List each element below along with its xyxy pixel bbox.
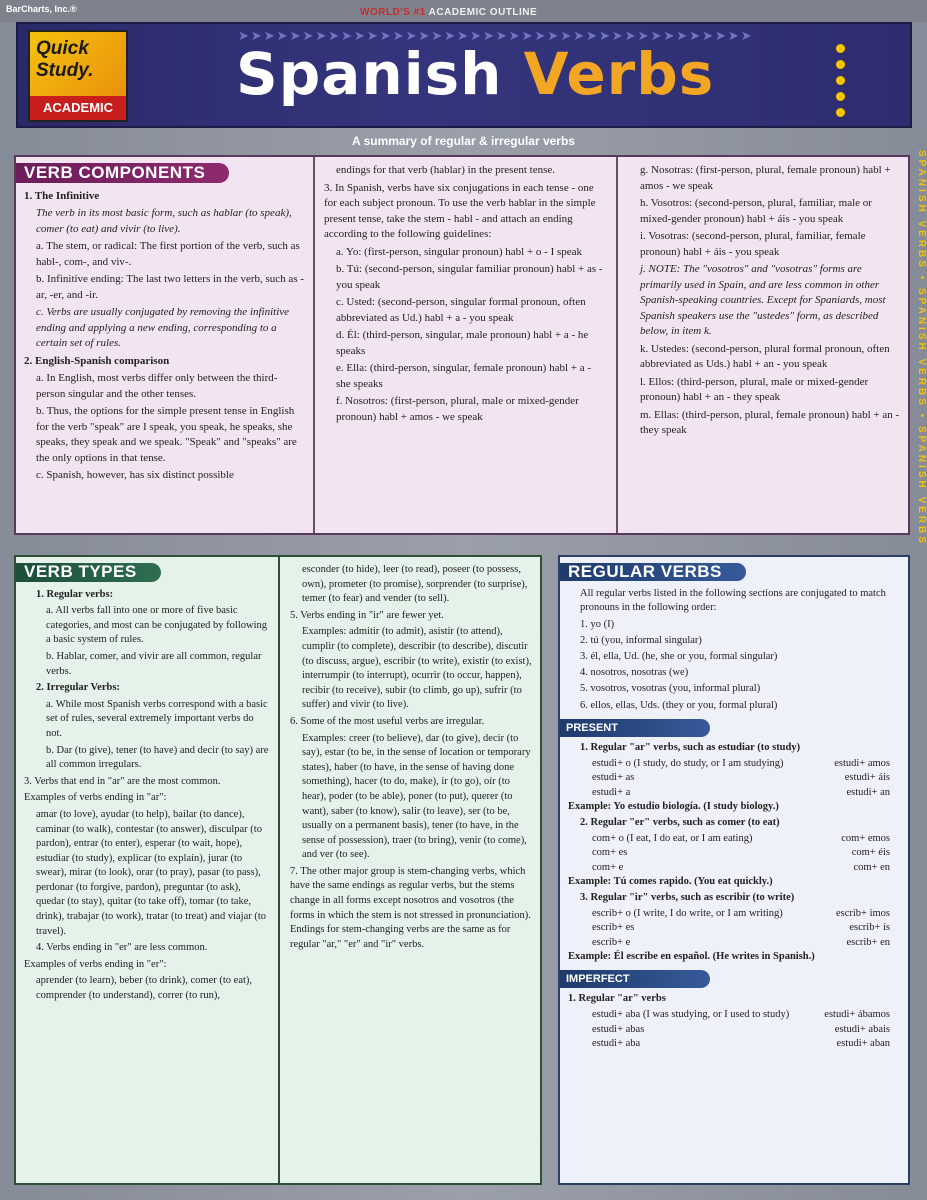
text-block: a. Yo: (first-person, singular pronoun) habl + o - I speak [336, 245, 583, 258]
page-subtitle: A summary of regular & irregular verbs [352, 134, 575, 148]
text-block: a. While most Spanish verbs correspond with a basic set of rules, several extremely important verbs do not. [46, 698, 268, 739]
types-column-2 [282, 557, 540, 1183]
column-divider [616, 157, 618, 533]
text-block: amar (to love), ayudar (to help), bailar (to dance), caminar (to walk), contestar (to answer), disculpar (to pardon), entrar (to enter), esperar (to wait, hope), estudiar (to study), explicar (to explain), jurar (to swear), mirar (to look), orar (to pray), pasar (to pass), perdonar (to forgive, pardon), preguntar (to ask), quedar (to stay), quitar (to take off), tomar (to take, drink), trabajar (to work), tratar (to treat) and viajar (to travel). [36, 808, 267, 937]
conjugation-title: 3. Regular "ir" verbs, such as escribir (to write) [580, 892, 795, 904]
verb-types-heading: VERB TYPES [16, 563, 161, 582]
text-block: aprender (to learn), beber (to drink), comer (to eat), comprender (to understand), correr (to run), [36, 975, 253, 1002]
text-block: a. In English, most verbs differ only between the third-person singular and the other tenses. [36, 372, 278, 400]
text-block: 2. Irregular Verbs: [36, 682, 120, 694]
components-column-3 [620, 157, 908, 533]
text-block: esconder (to hide), leer (to read), poseer (to possess, own), prometer (to promise), sorprender (to surprise), temer (to fear) and vender (to sell). [302, 564, 528, 605]
regular-column [560, 557, 908, 1183]
conjugation-row: escrib+ o (I write, I do write, or I am writing) escrib+ imos [592, 908, 890, 920]
text-block: 7. The other major group is stem-changing verbs, which have the same endings as regular verbs, but the stems change in all forms except nosotros and vosotros (the forms in which the stem is not stressed in pronunciation). Endings for stem-changing verbs are the same as for regular "ar," "er" and "ir" verbs. [290, 865, 531, 950]
text-block: 4. Verbs ending in "er" are less common. [36, 942, 208, 954]
title-banner [16, 22, 912, 128]
text-block: f. Nosotros: (first-person, plural, male or mixed-gender pronoun) habl + amos - we speak [336, 395, 579, 423]
verb-types-panel [14, 555, 542, 1185]
conjugation-title: 1. Regular "ar" verbs [568, 993, 666, 1005]
text-block: 1. Regular verbs: [36, 588, 114, 600]
decorative-arrows: ➤➤➤➤➤➤➤➤➤➤➤➤➤➤➤➤➤➤➤➤➤➤➤➤➤➤➤➤➤➤➤➤➤➤➤➤➤➤➤➤ [238, 28, 754, 43]
conjugation-title: 1. Regular "ar" verbs, such as estudiar (to study) [580, 742, 801, 754]
decorative-dots [836, 44, 848, 124]
page-title: Spanish Verbs [236, 40, 715, 108]
brand-name: BarCharts, Inc.® [6, 4, 77, 14]
text-block: c. Verbs are usually conjugated by removing the infinitive ending and applying a new ending, corresponding to a certain set of rules. [36, 306, 290, 349]
conjugation-row: estudi+ as estudi+ áis [592, 772, 890, 784]
text-block: 6. Some of the most useful verbs are irregular. [290, 715, 485, 727]
outline-label: WORLD'S #1 ACADEMIC OUTLINE [360, 7, 538, 18]
text-block: 3. In Spanish, verbs have six conjugations in each tense - one for each subject pronoun. To use the verb hablar in the simple present tense, take the stem - habl - and attach an ending according to the following guidelines: [324, 181, 596, 240]
conjugation-row: estudi+ aba estudi+ aban [592, 1037, 890, 1049]
conjugation-row: estudi+ aba (I was studying, or I used to study) estudi+ ábamos [592, 1009, 890, 1021]
text-block: m. Ellas: (third-person, plural, female pronoun) habl + an - they speak [640, 408, 900, 436]
components-column-1 [16, 157, 312, 533]
text-block: 5. Verbs ending in "ir" are fewer yet. [290, 609, 444, 621]
conjugation-row: estudi+ o (I study, do study, or I am studying) estudi+ amos [592, 758, 890, 770]
text-block: 3. Verbs that end in "ar" are the most common. [24, 775, 221, 787]
pronoun-item: 5. vosotros, vosotras (you, informal plural) [580, 683, 761, 695]
text-block: b. Hablar, comer, and vivir are all common, regular verbs. [46, 650, 262, 677]
text-block: 1. The Infinitive [24, 189, 100, 202]
text-block: endings for that verb (hablar) in the present tense. [336, 164, 556, 176]
text-block: j. NOTE: The "vosotros" and "vosotras" forms are primarily used in Spain, and are less common in other Spanish-speaking countries. Except for Spaniards, most Spanish speakers use the "ustedes" form, as described below, in item k. [640, 263, 886, 337]
side-banner-text: SPANISH VERBS • SPANISH VERBS • SPANISH VERBS [916, 150, 927, 546]
conjugation-title: 2. Regular "er" verbs, such as comer (to eat) [580, 817, 780, 829]
conjugation-row: escrib+ es escrib+ ís [592, 922, 890, 934]
example-sentence: Example: Yo estudio biología. (I study biology.) [568, 800, 779, 812]
quickstudy-logo: Quick Study. ACADEMIC [28, 30, 128, 122]
column-divider [278, 557, 280, 1183]
text-block: The verb in its most basic form, such as hablar (to speak), comer (to eat) and vivir (to live). [36, 207, 292, 235]
text-block: l. Ellos: (third-person, plural, male or mixed-gender pronoun) habl + an - they speak [640, 375, 869, 403]
present-heading: PRESENT [560, 719, 710, 737]
text-block: a. The stem, or radical: The first portion of the verb, such as habl-, com-, and viv-. [36, 240, 300, 268]
example-sentence: Example: Él escribe en español. (He writes in Spanish.) [568, 950, 815, 962]
verb-components-panel [14, 155, 910, 535]
conjugation-row: estudi+ a estudi+ an [592, 786, 890, 798]
text-block: e. Ella: (third-person, singular, female pronoun) habl + a - she speaks [336, 362, 592, 390]
text-block: d. Él: (third-person, singular, male pronoun) habl + a - he speaks [336, 329, 589, 357]
text-block: c. Usted: (second-person, singular formal pronoun, often abbreviated as Ud.) habl + a - you speak [336, 296, 586, 324]
conjugation-row: estudi+ abas estudi+ abais [592, 1023, 890, 1035]
text-block: c. Spanish, however, has six distinct possible [36, 469, 234, 481]
conjugation-row: com+ e com+ en [592, 861, 890, 873]
text-block: Examples: admitir (to admit), asistir (to attend), cumplir (to complete), describir (to describe), discutir (to discuss, argue), escribir (to write), existir (to exist), interrumpir (to interrupt), ocurrir (to occur, happen), recibir (to receive), subir (to climb, go up), sufrir (to suffer) and vivir (to live). [302, 626, 532, 711]
conjugation-row: com+ es com+ éis [592, 847, 890, 859]
top-strip [0, 0, 927, 22]
column-divider [313, 157, 315, 533]
regular-verbs-heading: REGULAR VERBS [560, 563, 746, 581]
text-block: Examples of verbs ending in "er": [24, 958, 167, 970]
pronoun-item: 3. él, ella, Ud. (he, she or you, formal singular) [580, 651, 778, 663]
text-block: All regular verbs listed in the following sections are conjugated to match pronouns in the following order: [580, 588, 886, 614]
conjugation-row: com+ o (I eat, I do eat, or I am eating) com+ emos [592, 833, 890, 845]
pronoun-item: 1. yo (I) [580, 618, 615, 630]
pronoun-item: 2. tú (you, informal singular) [580, 634, 702, 646]
pronoun-item: 4. nosotros, nosotras (we) [580, 667, 689, 679]
text-block: Examples of verbs ending in "ar": [24, 792, 167, 804]
text-block: b. Dar (to give), tener (to have) and decir (to say) are all common irregulars. [46, 744, 269, 771]
regular-verbs-panel [558, 555, 910, 1185]
text-block: b. Tú: (second-person, singular familiar pronoun) habl + as - you speak [336, 263, 603, 291]
text-block: 2. English-Spanish comparison [24, 354, 170, 367]
text-block: a. All verbs fall into one or more of five basic categories, and most can be conjugated by following a basic system of rules. [46, 605, 268, 646]
text-block: b. Thus, the options for the simple present tense in English for the verb "speak" are I speak, you speak, he speaks, she speaks, they speak and we speak. "Speak" and "speaks" are the only options in that tense. [36, 405, 297, 464]
text-block: k. Ustedes: (second-person, plural formal pronoun, often abbreviated as Uds.) habl + an - you speak [640, 342, 890, 370]
conjugation-row: escrib+ e escrib+ en [592, 936, 890, 948]
logo-academic-label: ACADEMIC [30, 96, 126, 120]
verb-components-heading: VERB COMPONENTS [16, 163, 229, 183]
components-column-2 [316, 157, 616, 533]
pronoun-item: 6. ellos, ellas, Uds. (they or you, formal plural) [580, 699, 778, 711]
text-block: g. Nosotras: (first-person, plural, female pronoun) habl + amos - we speak [640, 164, 891, 192]
example-sentence: Example: Tú comes rapido. (You eat quickly.) [568, 875, 773, 887]
text-block: i. Vosotras: (second-person, plural, familiar, female pronoun) habl + áis - you speak [640, 230, 866, 258]
types-column-1 [16, 557, 278, 1183]
text-block: Examples: creer (to believe), dar (to give), decir (to say), estar (to be, in the sense of location or temporary states), haber (to have, in the sense of having done something), hacer (to do, make), ir (to go), oír (to hear), poder (to be able), poner (to put), querer (to want), saber (to know), salir (to leave), ser (to be, usually on a permanent basis), tener (to have, in the sense of possession), traer (to bring), venir (to come), and ver (to see). [302, 732, 531, 861]
text-block: b. Infinitive ending: The last two letters in the verb, such as -ar, -er, and -ir. [36, 273, 305, 301]
imperfect-heading: IMPERFECT [560, 970, 710, 988]
text-block: h. Vosotros: (second-person, plural, familiar, male or mixed-gender pronoun) habl + áis - you speak [640, 197, 872, 225]
